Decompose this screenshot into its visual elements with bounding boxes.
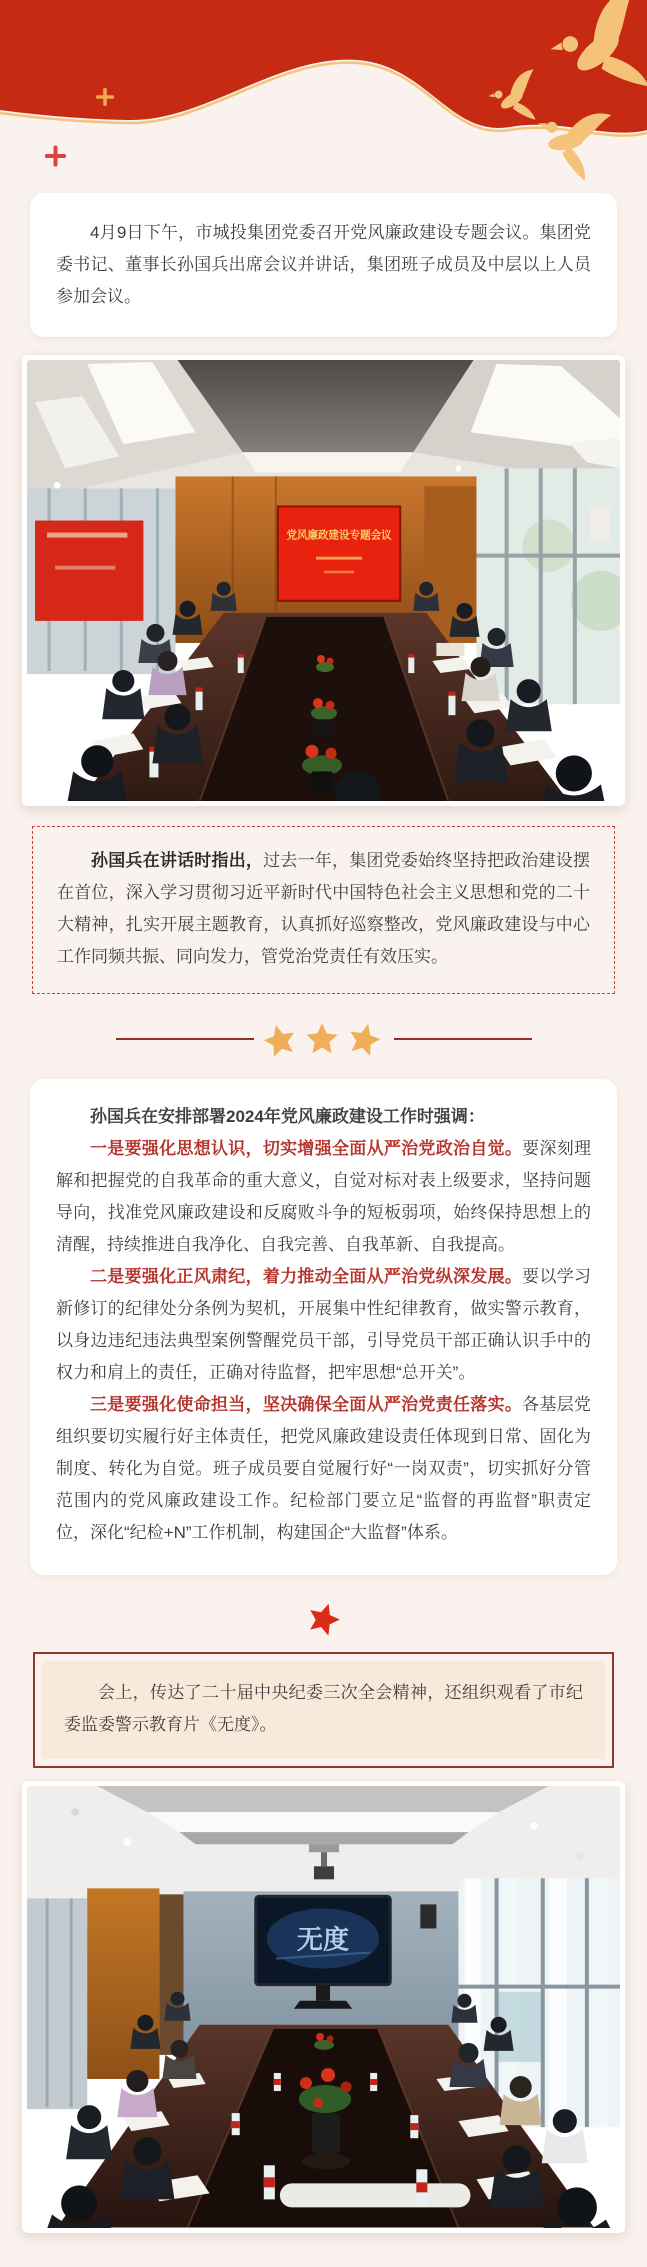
photo-card-1[interactable] <box>22 355 625 806</box>
red-star-decoration <box>0 1599 647 1637</box>
point-body-3: 各基层党组织要切实履行好主体责任，把党风廉政建设责任体现到日常、固化为制度、转化为自觉。班子成员要自觉履行好“一岗双责”，切实抓好分管范围内的党风廉政建设工作。纪检部门要立足“监督的再监督”职责定位，深化“纪检+N”工作机制，构建国企“大监督”体系。 <box>56 1395 592 1543</box>
point-lead-1: 一是要强化思想认识，切实增强全面从严治党政治自觉。 <box>90 1139 523 1159</box>
wall-sign <box>589 508 611 540</box>
header-wave-banner <box>0 0 647 180</box>
red-screen <box>278 506 400 600</box>
star-icon <box>306 1023 337 1053</box>
point-body-1: 要深刻理解和把握党的自我革命的重大意义，自觉对标对表上级要求，坚持问题导向，找准党风廉政建设和反腐败斗争的短板弱项，始终保持思想上的清醒，持续推进自我净化、自我完善、自我革新、自我提高。 <box>56 1139 592 1255</box>
section-heading: 孙国兵在安排部署2024年党风廉政建设工作时强调： <box>90 1107 485 1127</box>
quote-box <box>32 826 615 994</box>
photo1-screen-text: 党风廉政建设专题会议 <box>286 529 392 542</box>
point-paragraph-3 <box>56 1389 591 1549</box>
intro-text: 4月9日下午，市城投集团党委召开党风廉政建设专题会议。集团党委书记、董事长孙国兵出席会议并讲话，集团班子成员及中层以上人员参加会议。 <box>56 223 591 306</box>
paper-roll <box>280 2184 471 2208</box>
point-lead-2: 二是要强化正风肃纪，着力推动全面从严治党纵深发展。 <box>90 1267 523 1287</box>
star-icon <box>345 1021 382 1058</box>
meeting-photo-1 <box>27 360 620 801</box>
red-star-icon <box>304 1599 344 1637</box>
photo-card-2[interactable] <box>22 1781 625 2232</box>
page-header <box>0 0 647 180</box>
red-wave-shape <box>0 0 647 133</box>
divider-line-right <box>394 1038 532 1040</box>
point-paragraph-2 <box>56 1261 591 1389</box>
wall-speaker <box>420 1905 436 1929</box>
point-body-2: 要以学习新修订的纪律处分条例为契机，开展集中性纪律教育，做实警示教育，以身边违纪违法典型案例警醒党员干部，引导党员干部正确认识手中的权力和肩上的责任，正确对待监督，把牢思想“总开关”。 <box>56 1267 592 1383</box>
quote-body: 过去一年，集团党委始终坚持把政治建设摆在首位，深入学习贯彻习近平新时代中国特色社会主义思想和党的二十大精神，扎实开展主题教育，认真抓好巡察整改，党风廉政建设与中心工作同频共振、同向发力，管党治党责任有效压实。 <box>57 851 591 967</box>
notice-inner <box>42 1661 605 1759</box>
star-icon <box>262 1022 298 1059</box>
star-divider <box>0 1019 647 1059</box>
section-card <box>30 1079 617 1575</box>
photo2-screen-text: 无度 <box>296 1925 350 1956</box>
notice-text: 会上，传达了二十届中央纪委三次全会精神，还组织观看了市纪委监委警示教育片《无度》。 <box>64 1683 583 1735</box>
intro-card <box>30 193 617 337</box>
divider-line-left <box>116 1038 254 1040</box>
plus-red-icon <box>45 146 66 167</box>
meeting-photo-2 <box>27 1786 620 2227</box>
divider-stars <box>262 1019 386 1059</box>
quote-lead: 孙国兵在讲话时指出， <box>91 851 264 871</box>
notice-box <box>33 1652 614 1768</box>
point-paragraph-1 <box>56 1133 591 1261</box>
point-lead-3: 三是要强化使命担当，坚决确保全面从严治党责任落实。 <box>90 1395 523 1415</box>
quote-paragraph <box>57 845 590 973</box>
